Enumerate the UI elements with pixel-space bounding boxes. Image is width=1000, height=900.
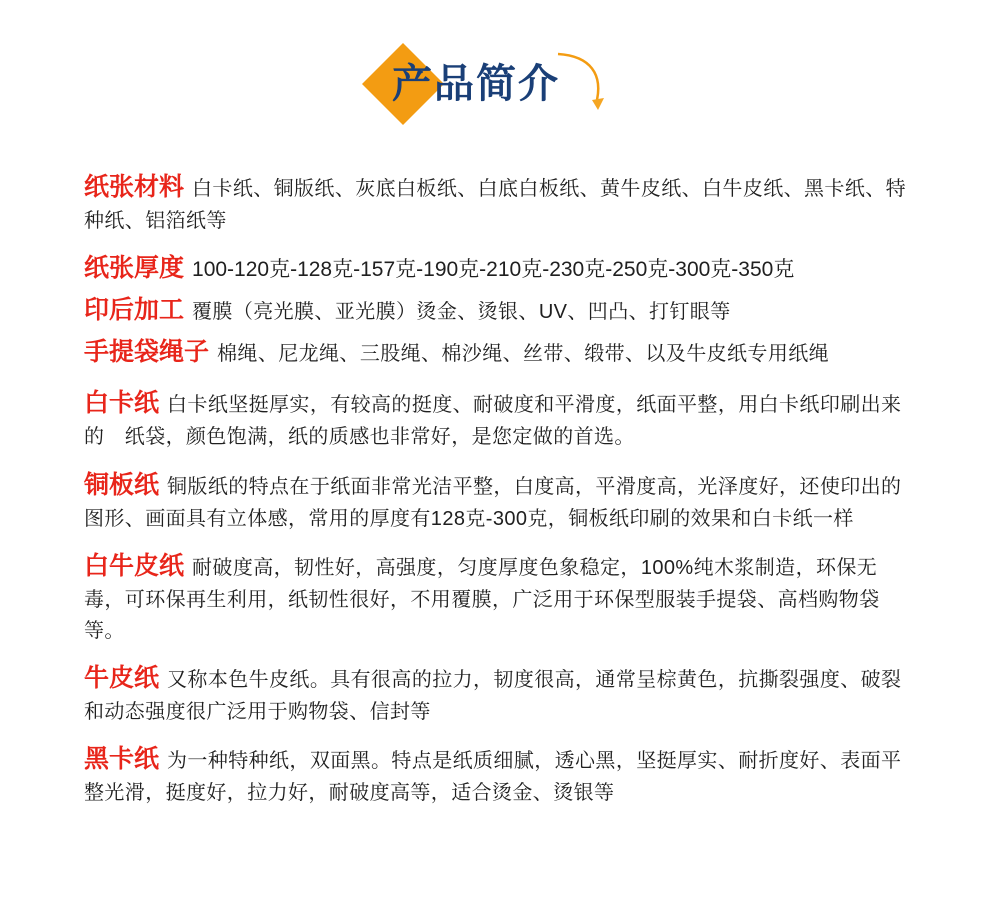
entry-post-press <box>84 291 916 329</box>
entry-label: 牛皮纸 <box>84 663 160 692</box>
entry-coated-paper <box>84 466 916 534</box>
page-header <box>0 0 1000 150</box>
entry-label: 黑卡纸 <box>84 745 160 774</box>
entry-text: 100-120克-128克-157克-190克-210克-230克-250克-300克-350克 <box>192 258 795 282</box>
entry-black-card-paper <box>84 740 916 808</box>
entry-label: 纸张材料 <box>84 173 185 201</box>
swoosh-decoration-icon <box>556 52 626 116</box>
entry-text: 又称本色牛皮纸。具有很高的拉力，韧度很高，通常呈棕黄色，抗撕裂强度、破裂和动态强度很广泛用于购物袋、信封等 <box>84 668 902 723</box>
entry-label: 白牛皮纸 <box>84 552 185 581</box>
entry-text: 耐破度高，韧性好，高强度，匀度厚度色象稳定，100%纯木浆制造，环保无毒，可环保再生利用，纸韧性很好，不用覆膜，广泛用于环保型服装手提袋、高档购物袋等。 <box>84 557 880 642</box>
entry-paper-material <box>84 168 916 236</box>
entry-text: 白卡纸、铜版纸、灰底白板纸、白底白板纸、黄牛皮纸、白牛皮纸、黑卡纸、特种纸、铝箔纸等 <box>84 178 907 232</box>
product-intro-content <box>0 150 1000 809</box>
entry-label: 手提袋绳子 <box>84 338 210 367</box>
entry-handbag-rope <box>84 333 916 371</box>
entry-kraft-paper <box>84 659 916 727</box>
header-inner <box>0 52 1000 116</box>
entry-paper-thickness <box>84 249 916 287</box>
entry-text: 白卡纸坚挺厚实，有较高的挺度、耐破度和平滑度，纸面平整，用白卡纸印刷出来的 纸袋，颜色饱满，纸的质感也非常好，是您定做的首选。 <box>84 394 902 449</box>
entry-white-card-paper <box>84 384 916 452</box>
entry-label: 铜板纸 <box>84 470 160 499</box>
entry-label: 印后加工 <box>84 296 185 325</box>
entry-text: 铜版纸的特点在于纸面非常光洁平整，白度高，平滑度高，光泽度好，还使印出的图形、画面具有立体感，常用的厚度有128克-300克，铜板纸印刷的效果和白卡纸一样 <box>84 475 902 530</box>
entry-text: 覆膜（亮光膜、亚光膜）烫金、烫银、UV、凹凸、打钉眼等 <box>192 301 731 324</box>
entry-text: 棉绳、尼龙绳、三股绳、棉沙绳、丝带、缎带、以及牛皮纸专用纸绳 <box>217 343 830 366</box>
entry-label: 白卡纸 <box>84 389 160 418</box>
entry-white-kraft-paper <box>84 547 916 646</box>
entry-text: 为一种特种纸，双面黑。特点是纸质细腻，透心黑，坚挺厚实、耐折度好、表面平整光滑，挺度好，拉力好，耐破度高等，适合烫金、烫银等 <box>84 750 902 805</box>
page-title: 产品简介 <box>392 62 560 106</box>
entry-label: 纸张厚度 <box>84 254 185 283</box>
